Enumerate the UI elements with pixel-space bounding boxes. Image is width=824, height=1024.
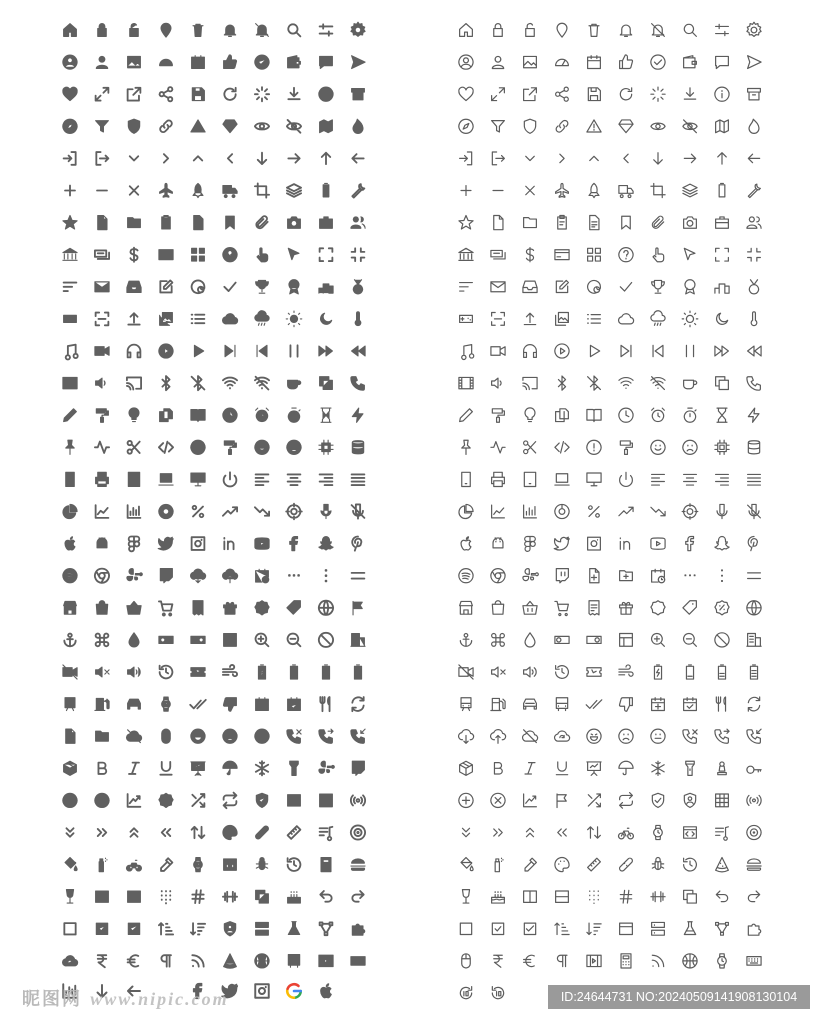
- apple-icon: [321, 984, 332, 998]
- watermark-site: [22, 985, 229, 1011]
- watermark-site-name: 昵图网: [22, 989, 82, 1010]
- watermark-id-box: [548, 985, 810, 1009]
- google-icon: [287, 984, 301, 998]
- instagram-icon: [255, 984, 269, 998]
- watermark-id-text: ID:24644731 NO:20240509141908130104: [560, 990, 798, 1004]
- watermark-url: www.nipic.com: [90, 989, 229, 1009]
